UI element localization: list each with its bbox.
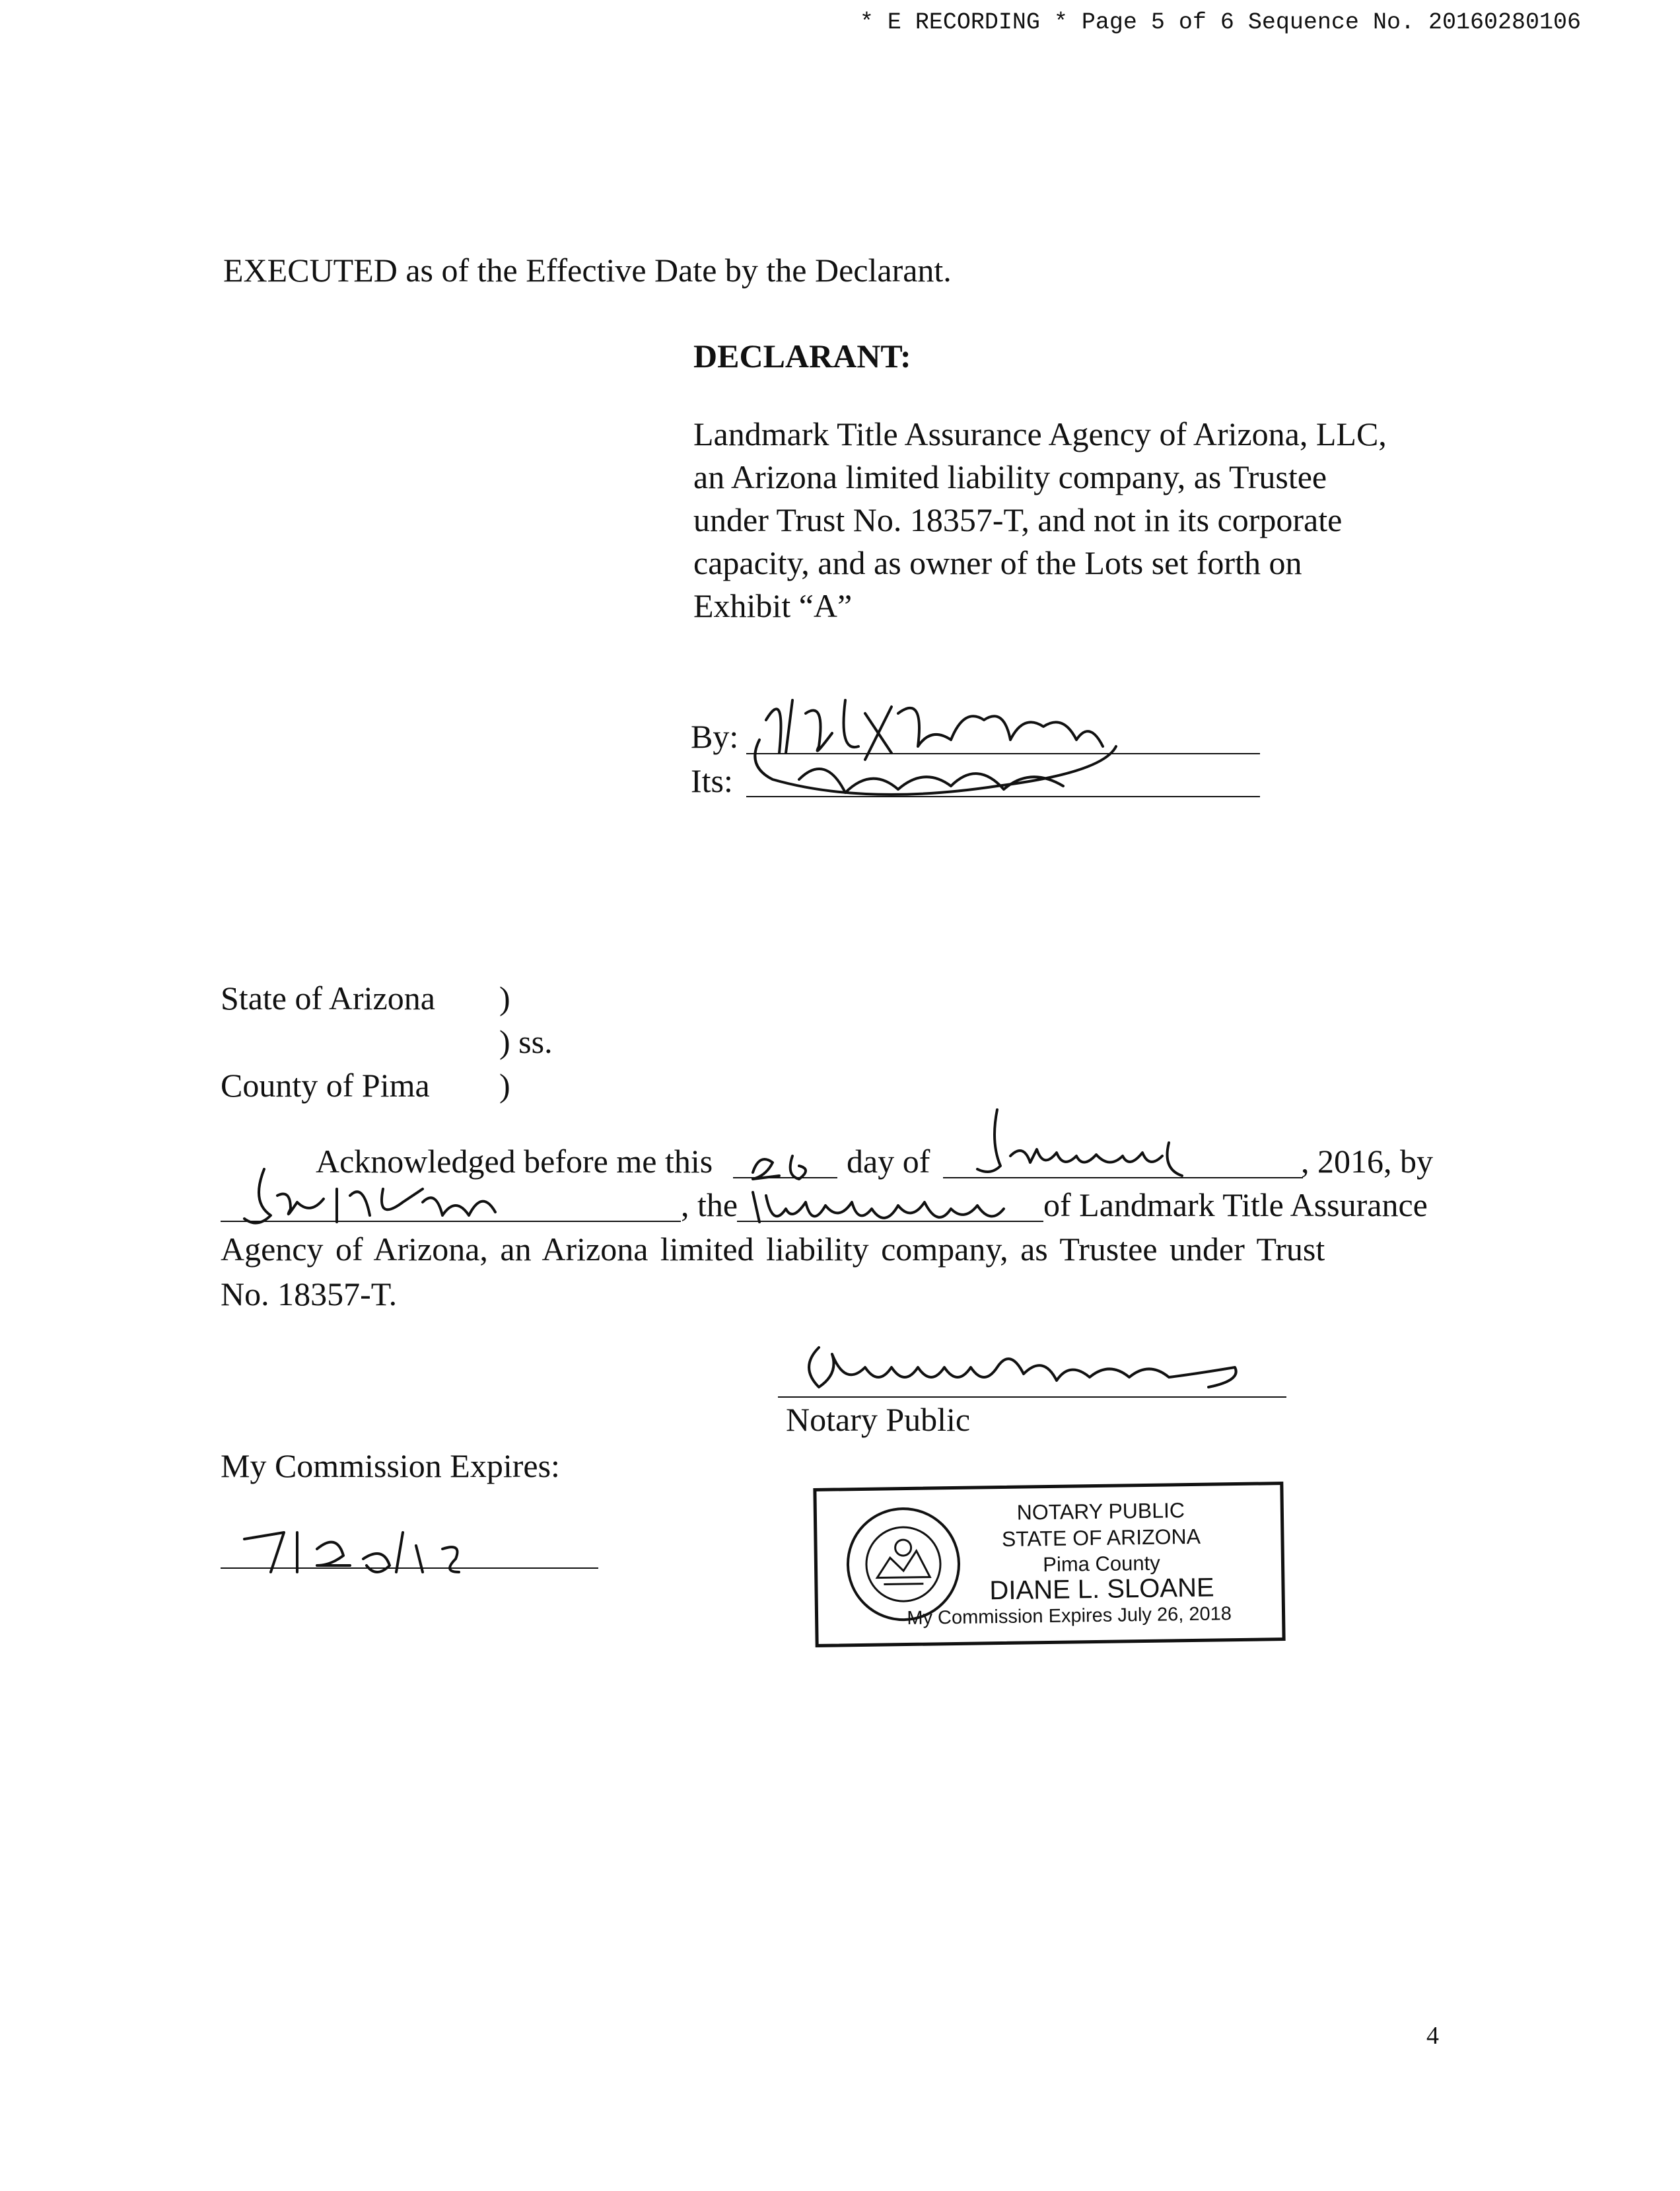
commission-label: My Commission Expires: [221, 1447, 560, 1484]
ack-text-line3: Agency of Arizona, an Arizona limited liability company, as Trustee under Trust [221, 1231, 1325, 1268]
venue-state: State of Arizona [221, 980, 435, 1017]
declarant-description [693, 417, 1387, 632]
stamp-line2: STATE OF ARIZONA [1001, 1524, 1201, 1552]
handwritten-month [951, 1103, 1228, 1189]
declarant-line: capacity, and as owner of the Lots set forth on [693, 544, 1302, 581]
declarant-line: Landmark Title Assurance Agency of Arizona, LLC, [693, 415, 1387, 452]
stamp-notary-name: DIANE L. SLOANE [989, 1573, 1214, 1606]
ack-text-line4: No. 18357-T. [221, 1275, 398, 1312]
notary-public-label: Notary Public [786, 1401, 971, 1438]
stamp-county: Pima County [1043, 1551, 1160, 1577]
ack-text-2: day of [847, 1143, 930, 1180]
declarant-heading: DECLARANT: [693, 338, 911, 375]
venue-paren: ) [499, 980, 510, 1017]
stamp-expiration: My Commission Expires July 26, 2018 [907, 1603, 1232, 1630]
declarant-line: an Arizona limited liability company, as Trustee [693, 458, 1327, 495]
declarant-signature [733, 674, 1142, 819]
notary-signature [779, 1328, 1255, 1407]
handwritten-title [740, 1182, 1043, 1235]
venue-ss: ) ss. [499, 1023, 553, 1060]
venue-paren: ) [499, 1067, 510, 1104]
stamp-line1: NOTARY PUBLIC [1016, 1498, 1185, 1525]
executed-statement: EXECUTED as of the Effective Date by the Declarant. [223, 252, 952, 289]
ack-text-4: , the [681, 1186, 738, 1223]
ack-text-3: , 2016, by [1301, 1143, 1433, 1180]
declarant-line: Exhibit “A” [693, 587, 853, 624]
declarant-line: under Trust No. 18357-T, and not in its corporate [693, 501, 1343, 538]
ack-text-1: Acknowledged before me this [316, 1143, 713, 1180]
venue-county: County of Pima [221, 1067, 430, 1104]
page-number: 4 [1426, 2022, 1439, 2050]
state-seal-icon [843, 1504, 963, 1624]
handwritten-commission-date [231, 1519, 482, 1585]
recording-header: * E RECORDING * Page 5 of 6 Sequence No. 20160280106 [859, 9, 1581, 36]
notary-stamp [813, 1482, 1285, 1647]
handwritten-name [225, 1163, 528, 1235]
its-label: Its: [691, 762, 733, 799]
by-label: By: [691, 718, 739, 755]
ack-text-5: of Landmark Title Assurance [1043, 1186, 1428, 1223]
